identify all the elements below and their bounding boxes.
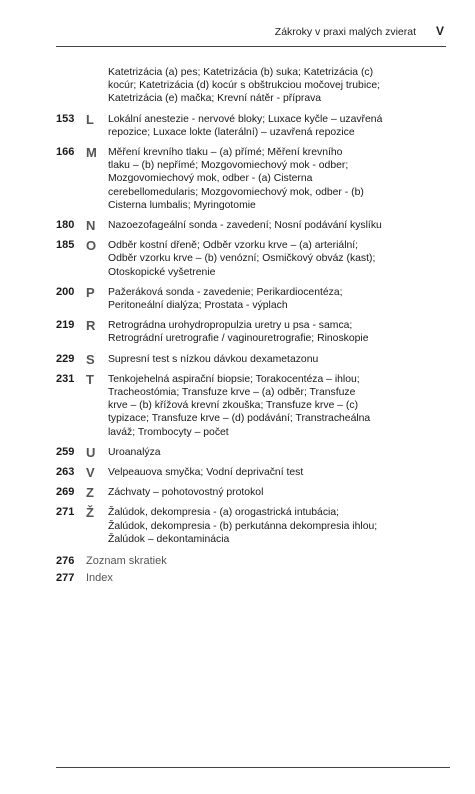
- toc-entry-letter: M: [86, 145, 97, 161]
- toc-entry-text: [108, 506, 450, 546]
- toc-entry-text: [108, 146, 450, 212]
- running-header-title: Zákroky v praxi malých zvierat: [274, 26, 416, 38]
- toc-entry-text: [108, 113, 450, 139]
- toc-entry-line: Pažeráková sonda - zavedenie; Perikardiocentéza;: [108, 286, 343, 298]
- toc-entry-letter: Ž: [86, 505, 94, 521]
- toc-entry-line: Žalúdok, dekompresia - (b) perkutánna dekompresia ihlou;: [108, 520, 378, 532]
- toc-entry-line: Cisterna lumbalis; Myringotomie: [108, 199, 256, 211]
- toc-entry: [56, 466, 450, 479]
- toc-entry: [56, 319, 450, 345]
- toc-entry-line: Retrográdna urohydropropulzia uretry u psa - samca;: [108, 320, 353, 332]
- toc-entry: [56, 486, 450, 499]
- toc-entry-line: krve – (b) křížová krevní zkouška; Transfuze krve – (c): [108, 400, 359, 412]
- backmatter-page-number: 277: [56, 572, 75, 584]
- toc-entry-line: Záchvaty – pohotovostný protokol: [108, 487, 264, 499]
- toc-entry-page-number: 231: [56, 372, 75, 385]
- toc-entry-letter: P: [86, 284, 95, 300]
- toc-entry-letter: T: [86, 371, 94, 387]
- toc-entry-line: Otoskopické vyšetrenie: [108, 266, 216, 278]
- backmatter-label: Index: [86, 572, 113, 584]
- toc-entries: [56, 66, 450, 553]
- toc-entry-text: [108, 319, 450, 345]
- toc-entry-letter: U: [86, 444, 96, 460]
- toc-entry-text: [108, 466, 450, 479]
- toc-entry: [56, 66, 450, 106]
- toc-entry-page-number: 263: [56, 466, 75, 479]
- page-number: V: [435, 24, 444, 38]
- toc-entry: [56, 506, 450, 546]
- toc-entry-text: [108, 219, 450, 232]
- toc-entry-letter: R: [86, 318, 96, 334]
- toc-entry-text: [108, 286, 450, 312]
- toc-entry: [56, 286, 450, 312]
- toc-entry-text: [108, 353, 450, 366]
- toc-entry-line: Retrográdní uretrografie / vaginouretrografie; Rinoskopie: [108, 333, 369, 345]
- toc-entry-line: Žalúdok – dekontaminácia: [108, 533, 230, 545]
- toc-entry-line: laváž; Trombocyty – počet: [108, 426, 229, 438]
- toc-entry-text: [108, 446, 450, 459]
- toc-entry-line: Mozgovomiechový mok, odber - (a) Cisterna: [108, 173, 313, 185]
- toc-entry: [56, 239, 450, 279]
- toc-entry-line: Odběr kostní dřeně; Odběr vzorku krve – (a) arteriální;: [108, 240, 359, 252]
- toc-entry-page-number: 185: [56, 239, 75, 252]
- footer-divider: [56, 767, 450, 768]
- toc-entry-line: Uroanalýza: [108, 446, 161, 458]
- toc-entry-letter: S: [86, 351, 95, 367]
- toc-entry-page-number: 166: [56, 146, 75, 159]
- toc-entry-line: Tracheostómia; Transfuze krve – (a) odběr; Transfuze: [108, 387, 356, 399]
- toc-entry-line: Katetrizácia (e) mačka; Krevní nátěr - příprava: [108, 93, 322, 105]
- toc-entry-letter: V: [86, 465, 95, 481]
- toc-entry-line: Nazoezofageální sonda - zavedení; Nosní podávání kyslíku: [108, 220, 382, 232]
- toc-entry-line: Peritoneální dialýza; Prostata - výplach: [108, 300, 288, 312]
- toc-entry-line: Žalúdok, dekompresia - (a) orogastrická intubácia;: [108, 507, 340, 519]
- toc-entry-page-number: 200: [56, 285, 75, 298]
- toc-entry: [56, 219, 450, 232]
- toc-entry-letter: N: [86, 218, 96, 234]
- toc-entry-line: Odběr vzorku krve – (b) venózní; Osmičkový obváz (kast);: [108, 253, 376, 265]
- toc-entry-page-number: 153: [56, 112, 75, 125]
- toc-entry: [56, 146, 450, 212]
- toc-entry-page-number: 219: [56, 319, 75, 332]
- backmatter-page-number: 276: [56, 555, 75, 567]
- toc-entry-page-number: 229: [56, 352, 75, 365]
- running-header: [56, 16, 446, 47]
- toc-entry-line: cerebellomedularis; Mozgovomiechový mok, odber - (b): [108, 186, 364, 198]
- toc-entry: [56, 373, 450, 439]
- toc-entry-line: Lokální anestezie - nervové bloky; Luxace kyčle – uzavřená: [108, 113, 383, 125]
- toc-entry-page-number: 259: [56, 445, 75, 458]
- toc-entry-letter: Z: [86, 485, 94, 501]
- toc-entry-page-number: 271: [56, 506, 75, 519]
- toc-entry-line: Velpeauova smyčka; Vodní deprivační test: [108, 467, 304, 479]
- toc-entry-text: [108, 239, 450, 279]
- toc-entry-line: repozice; Luxace lokte (laterální) – uzavřená repozice: [108, 126, 355, 138]
- toc-entry-line: tlaku – (b) nepřímé; Mozgovomiechový mok - odber;: [108, 160, 349, 172]
- toc-entry-line: Katetrizácia (a) pes; Katetrizácia (b) suka; Katetrizácia (c): [108, 67, 374, 78]
- toc-entry-text: [108, 66, 450, 106]
- toc-entry: [56, 113, 450, 139]
- toc-entry: [56, 353, 450, 366]
- toc-entry-letter: O: [86, 238, 97, 254]
- toc-entry-letter: L: [86, 111, 94, 127]
- toc-entry-line: typizace; Transfuze krve – (d) podávání; Transtracheálna: [108, 413, 371, 425]
- toc-entry: [56, 446, 450, 459]
- toc-entry-page-number: 180: [56, 219, 75, 232]
- toc-entry-text: [108, 373, 450, 439]
- toc-entry-line: Tenkojehelná aspirační biopsie; Torakocentéza – ihlou;: [108, 373, 360, 385]
- toc-entry-page-number: 269: [56, 486, 75, 499]
- backmatter-label: Zoznam skratiek: [86, 555, 167, 567]
- toc-entry-line: Supresní test s nízkou dávkou dexametazonu: [108, 353, 319, 365]
- toc-entry-line: kocúr; Katetrizácia (d) kocúr s obštrukciou močovej trubice;: [108, 80, 380, 92]
- toc-entry-text: [108, 486, 450, 499]
- toc-entry-line: Měření krevního tlaku – (a) přímé; Měření krevního: [108, 147, 343, 159]
